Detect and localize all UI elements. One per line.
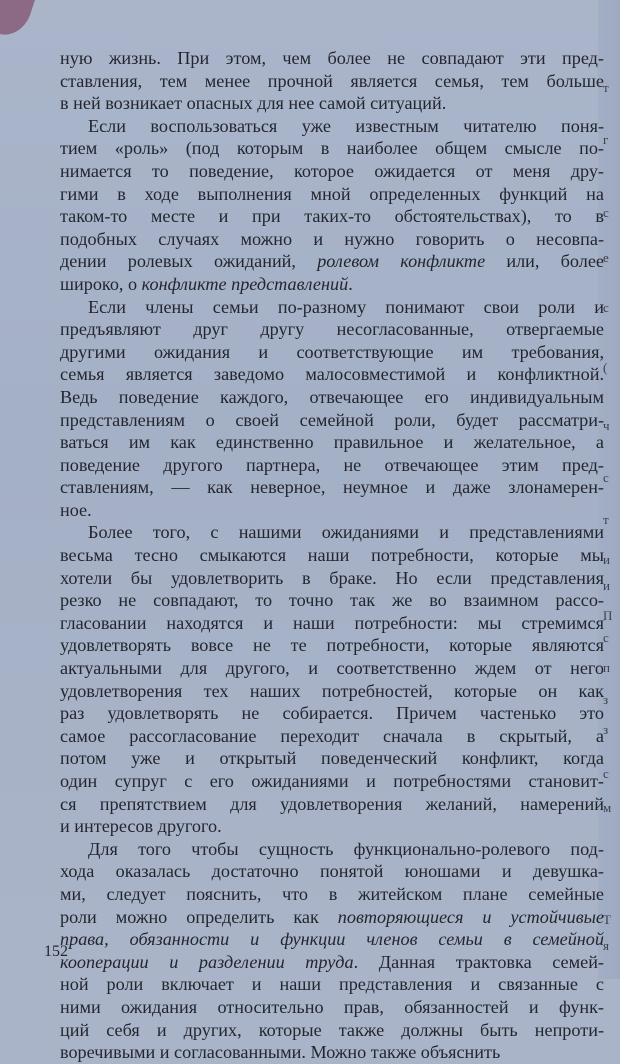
text-run: ваться им как единственно правильное и желательное, а [60, 432, 604, 453]
text-line [60, 228, 604, 251]
margin-char: с [603, 470, 609, 485]
text-run: воречивыми и согласованными. Можно также объяснить [60, 1042, 501, 1063]
text-line [60, 860, 604, 883]
text-run: ную жизнь. При этом, чем более не совпадают эти пред- [60, 48, 604, 68]
italic-text-run: ролевом конфликте [317, 251, 486, 272]
text-run: ставления, тем менее прочной является семья, тем больше [60, 70, 604, 91]
italic-text-run: права, обязанности и функции членов семьи в семейной [60, 929, 604, 950]
text-run: удовлетворения тех наших потребностей, которые он как [60, 680, 604, 701]
text-line [60, 680, 604, 703]
text-line [60, 250, 604, 273]
text-run: поведение другого партнера, не отвечающее этим пред- [60, 454, 604, 475]
margin-char: и [603, 552, 610, 567]
text-line [60, 476, 604, 499]
text-run: гими в ходе выполнения мной определенных функций на [60, 183, 604, 204]
margin-char: я [603, 938, 609, 953]
text-run: роли можно определить как [60, 906, 338, 927]
text-run: дении ролевых ожиданий, [60, 251, 318, 272]
text-run: весьма тесно смыкаются наши потребности, которые мы [60, 545, 604, 566]
text-run: ций себя и других, которые также должны быть непроти- [60, 1019, 604, 1040]
text-run: Более того, с нашими ожиданиями и представлениями [88, 522, 604, 543]
text-run: резко не совпадают, то точно так же во взаимном рассо- [60, 590, 604, 611]
text-line [60, 951, 604, 974]
text-run: ное. [60, 499, 92, 520]
text-run: ной роли включает и наши представления и связанные с [60, 974, 604, 995]
text-line [60, 725, 604, 748]
text-run: . [348, 273, 353, 294]
text-line [60, 928, 604, 951]
text-line [60, 1041, 604, 1064]
text-run: ними ожидания относительно прав, обязанностей и функ- [60, 996, 604, 1017]
text-line [60, 747, 604, 770]
text-line [60, 883, 604, 906]
text-line [60, 973, 604, 996]
text-line [60, 567, 604, 590]
text-run: . Данная трактовка семей- [353, 951, 604, 972]
text-line [60, 454, 604, 477]
text-line [60, 906, 604, 929]
text-run: и интересов другого. [60, 816, 222, 837]
text-line [60, 183, 604, 206]
text-line [60, 70, 604, 93]
text-run: Для того чтобы сущность функционально-ролевого под- [88, 838, 604, 859]
text-line [60, 702, 604, 725]
text-line [60, 386, 604, 409]
text-line [60, 115, 604, 138]
text-run: гласовании находятся и наши потребности: мы стремимся [60, 612, 604, 633]
margin-char: п [603, 660, 610, 675]
italic-text-run: повторяющиеся и устойчивые [337, 906, 604, 927]
text-line [60, 544, 604, 567]
text-run: Если члены семьи по-разному понимают свои роли и [88, 296, 604, 317]
margin-char: ( [603, 360, 608, 375]
text-line [60, 92, 604, 115]
text-line [60, 838, 604, 861]
text-run: или, более [485, 251, 605, 272]
text-run: таком-то месте и при таких-то обстоятельствах), то в [60, 206, 604, 227]
text-line [60, 612, 604, 635]
margin-char: с [603, 205, 609, 220]
text-run: потом уже и открытый поведенческий конфликт, когда [60, 748, 604, 769]
text-line [60, 431, 604, 454]
margin-char: з [603, 692, 609, 707]
text-run: другими ожидания и соответствующие им требования, [60, 341, 604, 362]
text-run: ся препятствием для удовлетворения желаний, намерений [60, 793, 604, 814]
text-line [60, 499, 604, 522]
text-line [60, 793, 604, 816]
corner-stain [0, 0, 36, 41]
text-run: представлениям о своей семейной роли, будет рассматри- [60, 409, 604, 430]
italic-text-run: конфликте представлений [141, 273, 349, 294]
margin-char: с [603, 630, 609, 645]
text-line [60, 815, 604, 838]
text-line [60, 318, 604, 341]
text-line [60, 1019, 604, 1042]
text-line [60, 521, 604, 544]
page-number: 152 [44, 943, 68, 960]
text-run: хода оказалась достаточно понятой юношами и девушка- [60, 861, 604, 882]
page-text [60, 47, 604, 1064]
text-run: Ведь поведение каждого, отвечающее его индивидуальным [60, 386, 604, 407]
margin-char: с [603, 300, 609, 315]
margin-char: и [603, 578, 610, 593]
text-line [60, 363, 604, 386]
text-run: тием «роль» (под которым в наиболее общем смысле по- [60, 138, 604, 159]
text-line [60, 409, 604, 432]
text-run: ми, следует пояснить, что в житейском плане семейные [60, 883, 604, 904]
text-run: Если воспользоваться уже известным читателю поня- [88, 115, 604, 136]
text-line [60, 137, 604, 160]
margin-char: П [603, 608, 613, 623]
margin-char: т [603, 512, 609, 527]
italic-text-run: кооперации и разделении труда [60, 951, 354, 972]
text-run: актуальными для другого, и соответственно ждем от него [60, 658, 604, 679]
text-line [60, 341, 604, 364]
text-run: ставлениям, — как неверное, неумное и даже злонамерен- [60, 477, 604, 498]
margin-char: ч [603, 418, 610, 433]
text-run: нимается то поведение, которое ожидается от меня дру- [60, 160, 604, 181]
text-line [60, 770, 604, 793]
text-run: подобных случаях можно и нужно говорить о несовпа- [60, 228, 604, 249]
text-run: один супруг с его ожиданиями и потребностями становит- [60, 771, 604, 791]
text-line [60, 589, 604, 612]
text-line [60, 996, 604, 1019]
text-line [60, 47, 604, 70]
text-line [60, 634, 604, 657]
text-line [60, 296, 604, 319]
margin-char: с [603, 766, 609, 781]
text-run: удовлетворять вовсе не те потребности, которые являются [60, 635, 604, 656]
text-run: самое рассогласование переходит сначала в скрытый, а [60, 725, 604, 746]
text-line [60, 205, 604, 228]
text-line [60, 273, 604, 296]
text-line [60, 657, 604, 680]
margin-char: е [603, 250, 609, 265]
text-run: раз удовлетворять не собирается. Причем частенько это [60, 703, 604, 724]
text-run: предъявляют друг другу несогласованные, отвергаемые [60, 319, 604, 340]
text-run: хотели бы удовлетворить в браке. Но если представления [60, 567, 604, 588]
text-line [60, 160, 604, 183]
margin-char: Т [603, 912, 611, 927]
margin-char: г [603, 132, 609, 147]
margin-char: т [603, 80, 609, 95]
text-run: в ней возникает опасных для нее самой ситуаций. [60, 93, 447, 114]
text-run: широко, о [60, 273, 142, 294]
margin-char: м [603, 800, 612, 815]
margin-char: з [603, 722, 609, 737]
text-run: семья является заведомо малосовместимой и конфликтной. [60, 364, 604, 385]
